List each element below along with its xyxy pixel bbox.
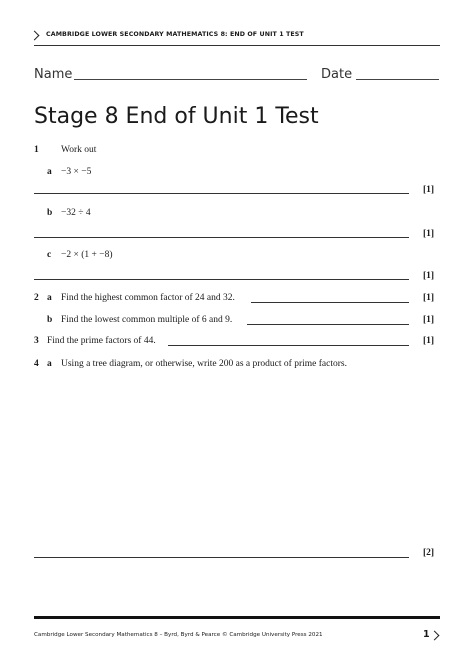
header-title: CAMBRIDGE LOWER SECONDARY MATHEMATICS 8: END OF UNIT 1 TEST bbox=[46, 31, 304, 38]
footer-rule bbox=[34, 616, 440, 619]
working-space[interactable] bbox=[34, 375, 440, 545]
marks-label: [1] bbox=[423, 271, 435, 281]
date-label: Date bbox=[321, 67, 353, 82]
answer-line[interactable] bbox=[168, 345, 409, 346]
name-label: Name bbox=[34, 67, 73, 82]
answer-line[interactable] bbox=[247, 324, 409, 325]
part-letter: a bbox=[47, 167, 52, 177]
marks-label: [1] bbox=[423, 229, 435, 239]
answer-line[interactable] bbox=[34, 279, 409, 280]
question-number: 4 bbox=[34, 359, 39, 369]
part-text: Find the lowest common multiple of 6 and 9. bbox=[61, 315, 233, 325]
marks-label: [1] bbox=[423, 185, 435, 195]
date-field[interactable] bbox=[356, 79, 439, 80]
answer-line[interactable] bbox=[34, 557, 409, 558]
part-letter: c bbox=[47, 250, 52, 260]
question-text: Find the prime factors of 44. bbox=[47, 336, 156, 346]
answer-line[interactable] bbox=[251, 302, 409, 303]
part-text: −2 × (1 + −8) bbox=[61, 250, 113, 260]
part-text: −32 ÷ 4 bbox=[61, 208, 91, 218]
marks-label: [1] bbox=[423, 315, 435, 325]
marks-label: [1] bbox=[423, 293, 435, 303]
marks-label: [2] bbox=[423, 548, 435, 558]
marks-label: [1] bbox=[423, 336, 435, 346]
question-number: 1 bbox=[34, 145, 39, 155]
part-text: −3 × −5 bbox=[61, 167, 92, 177]
part-text: Find the highest common factor of 24 and 32. bbox=[61, 293, 235, 303]
chevron-right-icon[interactable] bbox=[430, 631, 440, 641]
part-text: Using a tree diagram, or otherwise, write 200 as a product of prime factors. bbox=[61, 359, 347, 369]
part-letter: a bbox=[47, 293, 52, 303]
page-title: Stage 8 End of Unit 1 Test bbox=[34, 104, 319, 129]
header-rule bbox=[34, 45, 440, 46]
name-field[interactable] bbox=[74, 79, 307, 80]
part-letter: b bbox=[47, 315, 53, 325]
part-letter: a bbox=[47, 359, 52, 369]
answer-line[interactable] bbox=[34, 193, 409, 194]
footer-copyright: Cambridge Lower Secondary Mathematics 8 – Byrd, Byrd & Pearce © Cambridge University Press 2021 bbox=[34, 632, 323, 638]
answer-line[interactable] bbox=[34, 237, 409, 238]
question-text: Work out bbox=[61, 145, 97, 155]
part-letter: b bbox=[47, 208, 53, 218]
question-number: 2 bbox=[34, 293, 39, 303]
question-number: 3 bbox=[34, 336, 39, 346]
chevron-right-icon bbox=[30, 31, 40, 41]
page-number: 1 bbox=[423, 629, 430, 640]
